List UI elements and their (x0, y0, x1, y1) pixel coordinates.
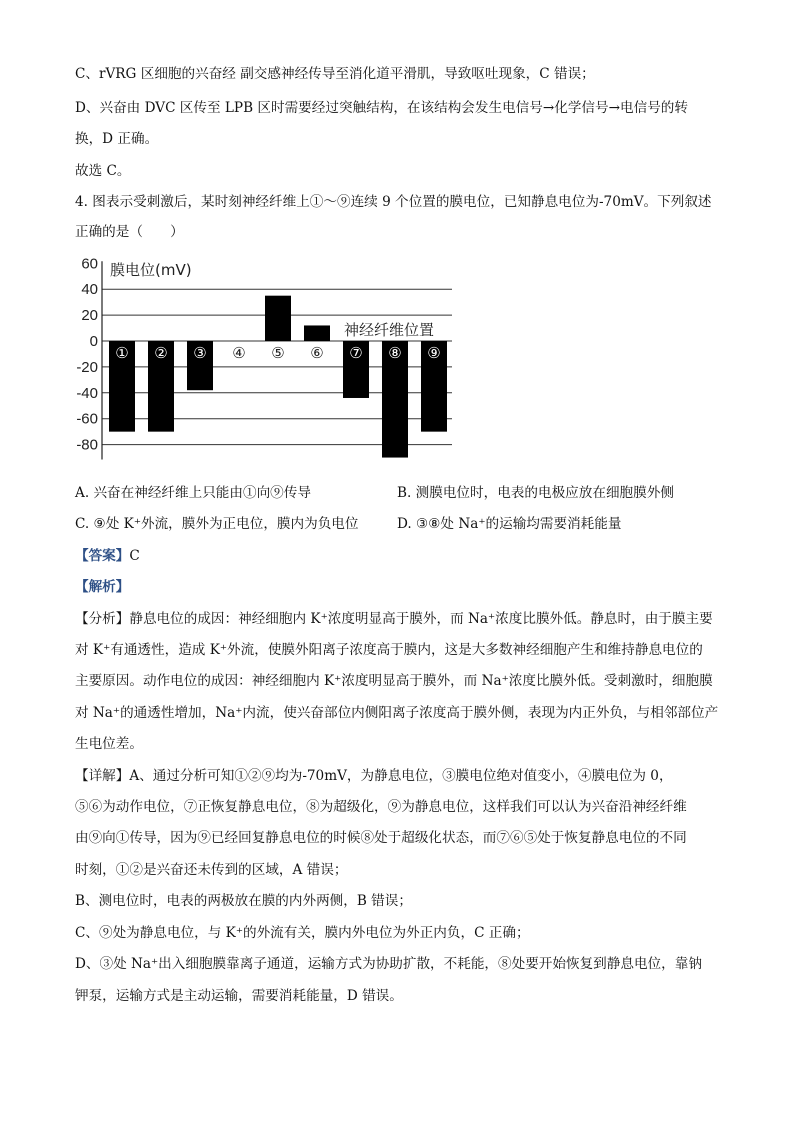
answer-label: 【答案】 (75, 548, 130, 564)
answer-value: C (129, 548, 140, 564)
category-label: ⑨ (427, 344, 441, 362)
answer-line (75, 546, 140, 566)
detail-line2: ⑤⑥为动作电位，⑦正恢复静息电位，⑧为超级化，⑨为静息电位，这样我们可以认为兴奋沿神经纤维 (75, 799, 687, 815)
question-4-stem-line2: 正确的是（ ） (75, 224, 184, 240)
x-axis-label: 神经纤维位置 (344, 321, 435, 339)
y-tick-label: -80 (76, 436, 98, 454)
option-d[interactable]: D. ③⑧处 Na⁺的运输均需要消耗能量 (397, 516, 622, 532)
detail-line4: 时刻，①②是兴奋还未传到的区域，A 错误； (75, 862, 348, 878)
y-tick-label: 0 (89, 333, 98, 350)
option-a[interactable]: A. 兴奋在神经纤维上只能由①向⑨传导 (75, 485, 311, 501)
category-label: ⑥ (310, 344, 324, 362)
detail-line3: 由⑨向①传导，因为⑨已经回复静息电位的时候⑧处于超级化状态，而⑦⑥⑤处于恢复静息电位的不同 (75, 830, 687, 846)
y-axis-label: 膜电位(mV) (110, 261, 192, 279)
analysis-p1-line5: 生电位差。 (75, 736, 143, 752)
prev-choice: 故选 C。 (75, 163, 131, 179)
prev-option-d-line2: 换，D 正确。 (75, 131, 159, 147)
analysis-p1-line4: 对 Na⁺的通透性增加，Na⁺内流，使兴奋部位内侧阳离子浓度高于膜外侧，表现为内正外负，与相邻部位产 (75, 705, 719, 721)
detail-d-line2: 钾泵，运输方式是主动运输，需要消耗能量，D 错误。 (75, 988, 403, 1004)
bar (265, 296, 291, 341)
category-label: ⑦ (349, 344, 363, 362)
prev-option-c: C、rVRG 区细胞的兴奋经 副交感神经传导至消化道平滑肌，导致呕吐现象，C 错误； (75, 66, 595, 82)
detail-line1: 【详解】A、通过分析可知①②⑨均为-70mV，为静息电位，③膜电位绝对值变小，④膜电位为 0， (75, 768, 673, 784)
detail-b: B、测电位时，电表的两极放在膜的内外两侧，B 错误； (75, 893, 412, 909)
y-tick-label: 20 (81, 307, 98, 325)
prev-option-d-line1: D、兴奋由 DVC 区传至 LPB 区时需要经过突触结构，在该结构会发生电信号→化学信号→电信号的转 (75, 100, 688, 116)
category-label: ④ (232, 344, 246, 362)
chart-bars (109, 296, 447, 458)
membrane-potential-chart (60, 253, 460, 468)
bar (304, 325, 330, 341)
category-label: ⑧ (388, 344, 402, 362)
analysis-label: 【解析】 (75, 579, 130, 595)
y-tick-label: -60 (76, 410, 98, 428)
question-4-stem-line1: 4. 图表示受刺激后，某时刻神经纤维上①～⑨连续 9 个位置的膜电位，已知静息电位为-70mV。下列叙述 (75, 194, 712, 210)
option-b[interactable]: B. 测膜电位时，电表的电极应放在细胞膜外侧 (397, 485, 674, 501)
category-labels (115, 344, 440, 362)
category-label: ③ (193, 344, 207, 362)
y-tick-label: -40 (76, 384, 98, 402)
y-tick-label: 40 (81, 281, 98, 299)
y-tick-label: -20 (76, 358, 98, 376)
option-c[interactable]: C. ⑨处 K⁺外流，膜外为正电位，膜内为负电位 (75, 516, 359, 532)
analysis-p1-line3: 主要原因。动作电位的成因：神经细胞内 K⁺浓度明显高于膜外，而 Na⁺浓度比膜外低。受刺激时，细胞膜 (75, 673, 713, 689)
category-label: ② (154, 344, 168, 362)
analysis-heading (75, 577, 129, 597)
analysis-p1-line2: 对 K⁺有通透性，造成 K⁺外流，使膜外阳离子浓度高于膜内，这是大多数神经细胞产生和维持静息电位的 (75, 642, 703, 658)
category-label: ⑤ (271, 344, 285, 362)
analysis-p1-line1: 【分析】静息电位的成因：神经细胞内 K⁺浓度明显高于膜外，而 Na⁺浓度比膜外低。静息时，由于膜主要 (75, 611, 713, 627)
y-tick-label: 60 (81, 255, 98, 273)
detail-c: C、⑨处为静息电位，与 K⁺的外流有关，膜内外电位为外正内负，C 正确； (75, 925, 530, 941)
category-label: ① (115, 344, 129, 362)
detail-d-line1: D、③处 Na⁺出入细胞膜靠离子通道，运输方式为协助扩散，不耗能，⑧处要开始恢复到静息电位，靠钠 (75, 956, 702, 972)
y-tick-labels (76, 255, 98, 453)
